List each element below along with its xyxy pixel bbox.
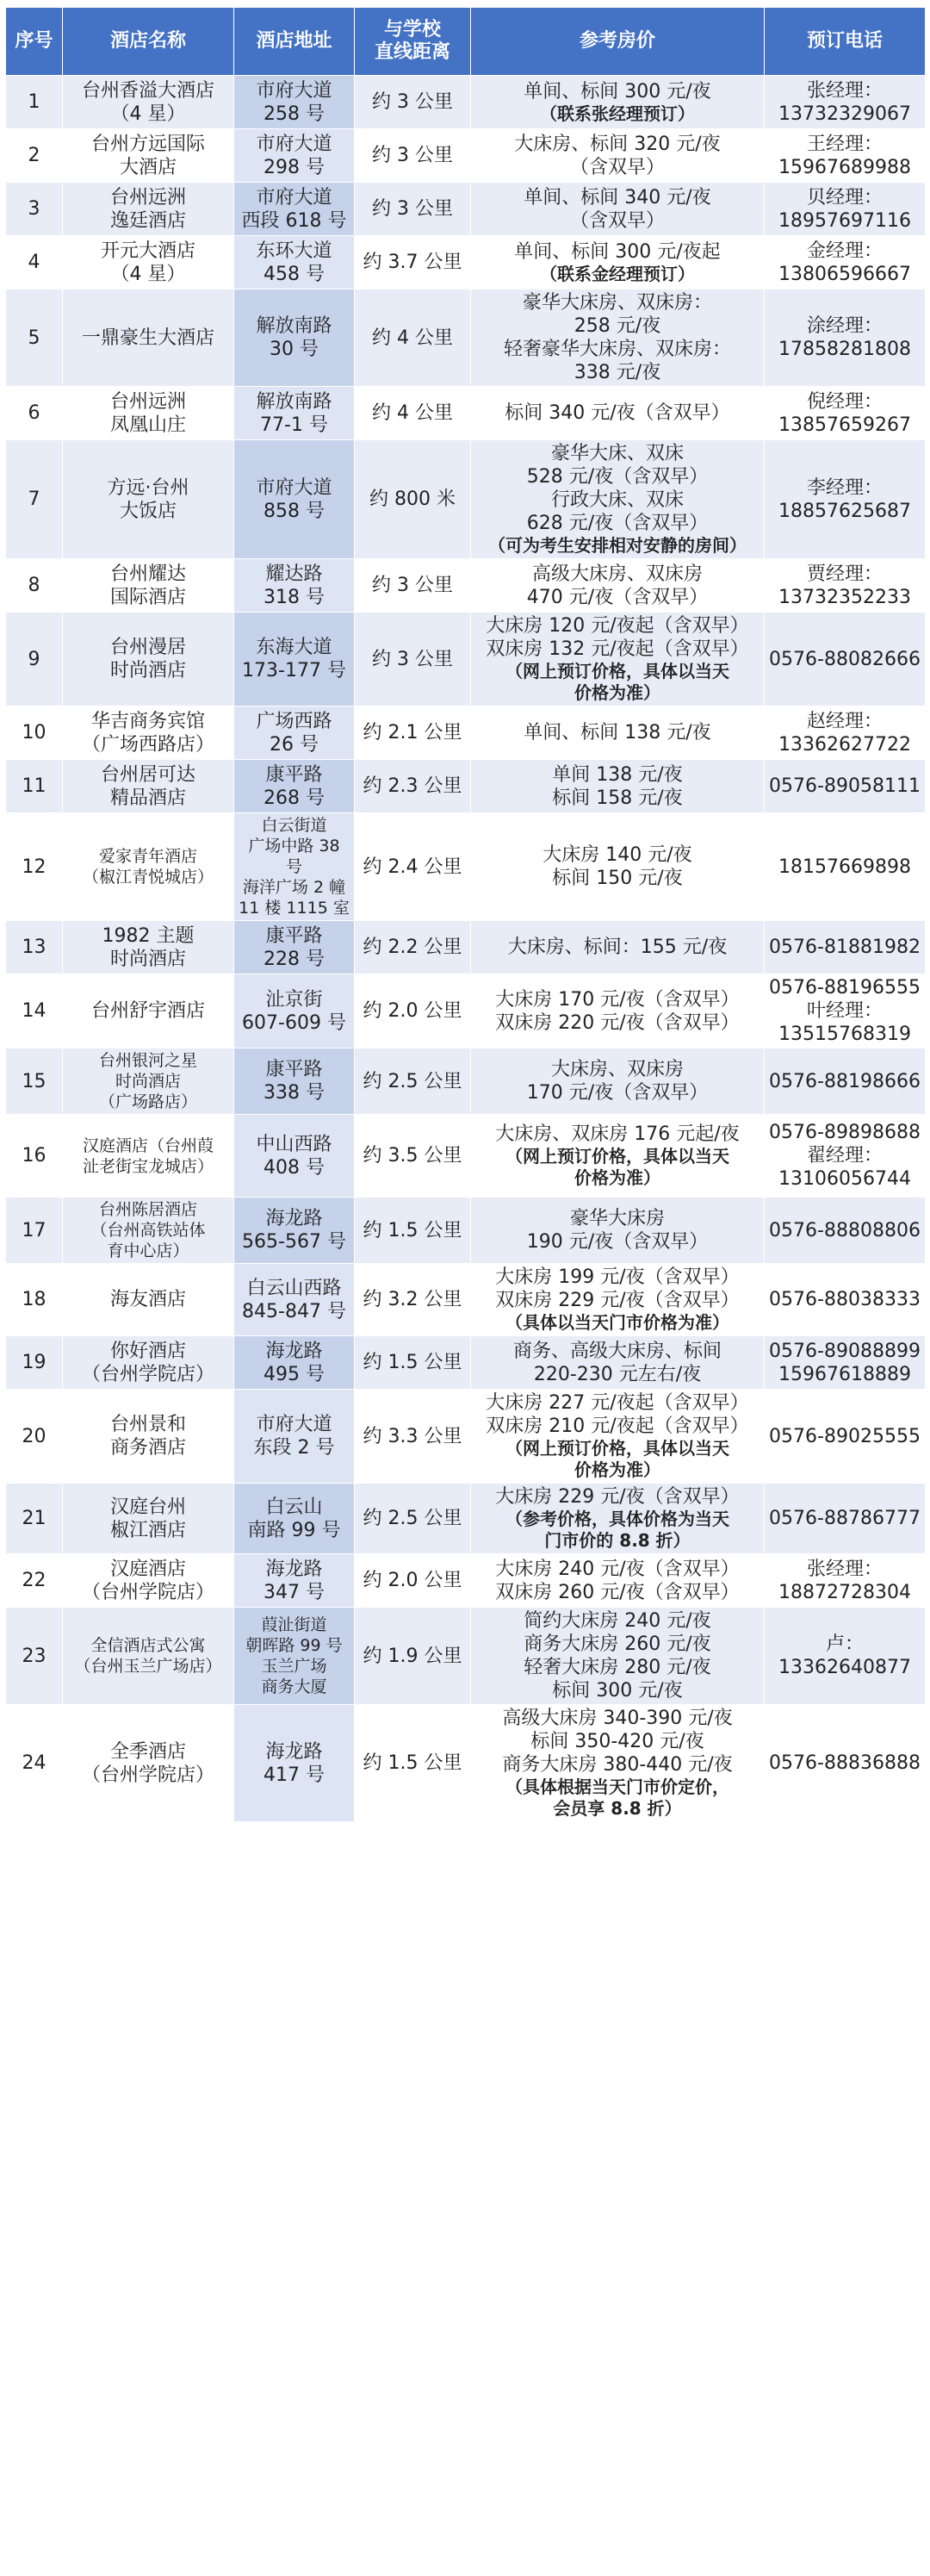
cell-address: 海龙路 495 号 <box>234 1336 355 1390</box>
cell-hotel-name: 台州居可达 精品酒店 <box>63 760 234 813</box>
price-text: 单间 138 元/夜 标间 158 元/夜 <box>552 763 683 809</box>
cell-distance: 约 3 公里 <box>355 76 471 129</box>
cell-number: 19 <box>6 1336 63 1390</box>
price-text: 大床房 199 元/夜（含双早） 双床房 229 元/夜（含双早） <box>495 1266 740 1311</box>
header-name: 酒店名称 <box>63 8 234 76</box>
table-row <box>6 974 926 1048</box>
cell-price <box>471 706 765 760</box>
cell-distance: 约 3.3 公里 <box>355 1390 471 1484</box>
cell-number: 10 <box>6 706 63 760</box>
cell-distance: 约 2.0 公里 <box>355 1554 471 1608</box>
cell-hotel-name: 海友酒店 <box>63 1264 234 1336</box>
cell-hotel-name: 汉庭酒店（台州葭 沚老街宝龙城店） <box>63 1115 234 1198</box>
table-row <box>6 1264 926 1336</box>
cell-price <box>471 289 765 387</box>
cell-number: 4 <box>6 236 63 289</box>
cell-phone: 倪经理： 13857659267 <box>765 387 926 440</box>
cell-price <box>471 921 765 974</box>
cell-address: 白云山西路 845-847 号 <box>234 1264 355 1336</box>
cell-number: 12 <box>6 813 63 921</box>
table-row <box>6 559 926 613</box>
price-text: 单间、标间 138 元/夜 <box>524 722 711 744</box>
price-text: 单间、标间 300 元/夜起 <box>514 240 721 263</box>
cell-price <box>471 440 765 559</box>
price-text: 简约大床房 240 元/夜 商务大床房 260 元/夜 轻奢大床房 280 元/夜 标间 300 元/夜 <box>524 1610 711 1702</box>
price-text: 豪华大床房 190 元/夜（含双早） <box>526 1208 709 1253</box>
price-text: 大床房 229 元/夜（含双早） <box>495 1486 740 1508</box>
cell-price <box>471 1198 765 1264</box>
price-note: （网上预订价格，具体以当天 价格为准） <box>505 661 729 703</box>
cell-distance: 约 1.5 公里 <box>355 1705 471 1822</box>
table-row <box>6 613 926 706</box>
table-row <box>6 1115 926 1198</box>
cell-hotel-name: 全信酒店式公寓 （台州玉兰广场店） <box>63 1608 234 1705</box>
header-address: 酒店地址 <box>234 8 355 76</box>
cell-price <box>471 974 765 1048</box>
cell-distance: 约 3 公里 <box>355 129 471 183</box>
cell-address: 解放南路 77-1 号 <box>234 387 355 440</box>
price-text: 大床房 240 元/夜（含双早） 双床房 260 元/夜（含双早） <box>495 1558 740 1603</box>
cell-hotel-name: 台州方远国际 大酒店 <box>63 129 234 183</box>
cell-hotel-name: 台州陈居酒店 （台州高铁站体 育中心店） <box>63 1198 234 1264</box>
table-row <box>6 1554 926 1608</box>
cell-hotel-name: 台州漫居 时尚酒店 <box>63 613 234 706</box>
cell-phone: 18157669898 <box>765 813 926 921</box>
cell-address: 解放南路 30 号 <box>234 289 355 387</box>
price-text: 豪华大床房、双床房： 258 元/夜 轻奢豪华大床房、双床房： 338 元/夜 <box>503 292 731 383</box>
table-row <box>6 1484 926 1554</box>
cell-distance: 约 2.0 公里 <box>355 974 471 1048</box>
cell-price <box>471 183 765 236</box>
cell-hotel-name: 1982 主题 时尚酒店 <box>63 921 234 974</box>
cell-distance: 约 3 公里 <box>355 183 471 236</box>
cell-number: 18 <box>6 1264 63 1336</box>
cell-phone: 0576-88836888 <box>765 1705 926 1822</box>
cell-address: 中山西路 408 号 <box>234 1115 355 1198</box>
price-note: （网上预订价格，具体以当天 价格为准） <box>505 1438 729 1480</box>
cell-phone: 0576-89025555 <box>765 1390 926 1484</box>
table-row <box>6 183 926 236</box>
price-text: 大床房 227 元/夜起（含双早） 双床房 210 元/夜起（含双早） <box>486 1392 749 1437</box>
price-note: （联系张经理预订） <box>540 103 695 124</box>
cell-hotel-name: 台州耀达 国际酒店 <box>63 559 234 613</box>
header-distance: 与学校 直线距离 <box>355 8 471 76</box>
cell-hotel-name: 台州远洲 逸廷酒店 <box>63 183 234 236</box>
cell-number: 6 <box>6 387 63 440</box>
cell-phone: 0576-88786777 <box>765 1484 926 1554</box>
cell-address: 耀达路 318 号 <box>234 559 355 613</box>
cell-number: 3 <box>6 183 63 236</box>
cell-number: 16 <box>6 1115 63 1198</box>
cell-price <box>471 1390 765 1484</box>
price-note: （参考价格，具体价格为当天 门市价的 8.8 折） <box>505 1509 729 1551</box>
cell-phone: 张经理： 18872728304 <box>765 1554 926 1608</box>
cell-hotel-name: 台州远洲 凤凰山庄 <box>63 387 234 440</box>
price-note: （具体根据当天门市价定价， 会员享 8.8 折） <box>505 1776 729 1819</box>
price-note: （网上预订价格，具体以当天 价格为准） <box>505 1146 729 1188</box>
cell-address: 白云山 南路 99 号 <box>234 1484 355 1554</box>
cell-phone: 张经理： 13732329067 <box>765 76 926 129</box>
cell-number: 8 <box>6 559 63 613</box>
cell-distance: 约 2.4 公里 <box>355 813 471 921</box>
cell-number: 24 <box>6 1705 63 1822</box>
cell-number: 17 <box>6 1198 63 1264</box>
cell-address: 广场西路 26 号 <box>234 706 355 760</box>
cell-number: 14 <box>6 974 63 1048</box>
header-phone: 预订电话 <box>765 8 926 76</box>
cell-phone: 0576-88196555 叶经理： 13515768319 <box>765 974 926 1048</box>
cell-phone: 卢： 13362640877 <box>765 1608 926 1705</box>
cell-distance: 约 800 米 <box>355 440 471 559</box>
cell-address: 市府大道 西段 618 号 <box>234 183 355 236</box>
table-row <box>6 76 926 129</box>
cell-address: 东环大道 458 号 <box>234 236 355 289</box>
table-row <box>6 760 926 813</box>
cell-address: 东海大道 173-177 号 <box>234 613 355 706</box>
cell-phone: 0576-88198666 <box>765 1048 926 1115</box>
table-row <box>6 1048 926 1115</box>
cell-hotel-name: 一鼎豪生大酒店 <box>63 289 234 387</box>
price-text: 高级大床房 340-390 元/夜 标间 350-420 元/夜 商务大床房 380-440 元/夜 <box>502 1708 733 1776</box>
price-text: 大床房、标间：155 元/夜 <box>507 936 728 958</box>
cell-hotel-name: 你好酒店 （台州学院店） <box>63 1336 234 1390</box>
cell-hotel-name: 方远·台州 大饭店 <box>63 440 234 559</box>
cell-number: 13 <box>6 921 63 974</box>
cell-phone: 0576-81881982 <box>765 921 926 974</box>
cell-number: 1 <box>6 76 63 129</box>
cell-distance: 约 1.5 公里 <box>355 1198 471 1264</box>
cell-phone: 0576-88038333 <box>765 1264 926 1336</box>
cell-address: 康平路 338 号 <box>234 1048 355 1115</box>
price-text: 大床房、双床房 176 元起/夜 <box>495 1123 740 1145</box>
header-no: 序号 <box>6 8 63 76</box>
cell-hotel-name: 开元大酒店 （4 星） <box>63 236 234 289</box>
cell-number: 23 <box>6 1608 63 1705</box>
price-text: 大床房 120 元/夜起（含双早） 双床房 132 元/夜起（含双早） <box>486 615 749 660</box>
cell-phone: 0576-89058111 <box>765 760 926 813</box>
cell-address: 市府大道 东段 2 号 <box>234 1390 355 1484</box>
cell-phone: 0576-88082666 <box>765 613 926 706</box>
cell-address: 葭沚街道 朝晖路 99 号 玉兰广场 商务大厦 <box>234 1608 355 1705</box>
cell-hotel-name: 台州景和 商务酒店 <box>63 1390 234 1484</box>
cell-price <box>471 813 765 921</box>
cell-address: 市府大道 858 号 <box>234 440 355 559</box>
price-note: （联系金经理预订） <box>540 263 695 284</box>
cell-hotel-name: 台州香溢大酒店 （4 星） <box>63 76 234 129</box>
cell-distance: 约 2.1 公里 <box>355 706 471 760</box>
price-text: 高级大床房、双床房 470 元/夜（含双早） <box>526 563 709 608</box>
cell-hotel-name: 台州银河之星 时尚酒店 （广场路店） <box>63 1048 234 1115</box>
cell-phone: 0576-88808806 <box>765 1198 926 1264</box>
cell-price <box>471 1115 765 1198</box>
cell-distance: 约 4 公里 <box>355 387 471 440</box>
price-note: （可为考生安排相对安静的房间） <box>488 535 747 556</box>
price-text: 单间、标间 300 元/夜 <box>524 80 711 103</box>
price-text: 大床房 170 元/夜（含双早） 双床房 220 元/夜（含双早） <box>495 988 740 1034</box>
cell-phone: 涂经理： 17858281808 <box>765 289 926 387</box>
price-text: 豪华大床、双床 528 元/夜（含双早） 行政大床、双床 628 元/夜（含双早） <box>526 443 709 534</box>
cell-hotel-name: 全季酒店 （台州学院店） <box>63 1705 234 1822</box>
table-row <box>6 289 926 387</box>
cell-phone: 李经理： 18857625687 <box>765 440 926 559</box>
table-row <box>6 813 926 921</box>
cell-price <box>471 76 765 129</box>
table-row <box>6 1705 926 1822</box>
cell-price <box>471 1048 765 1115</box>
cell-hotel-name: 华吉商务宾馆 （广场西路店） <box>63 706 234 760</box>
cell-phone: 0576-89088899 15967618889 <box>765 1336 926 1390</box>
cell-price <box>471 387 765 440</box>
cell-phone: 0576-89898688 翟经理： 13106056744 <box>765 1115 926 1198</box>
table-row <box>6 387 926 440</box>
table-row <box>6 921 926 974</box>
cell-distance: 约 3 公里 <box>355 559 471 613</box>
table-row <box>6 440 926 559</box>
cell-hotel-name: 汉庭台州 椒江酒店 <box>63 1484 234 1554</box>
cell-price <box>471 129 765 183</box>
cell-number: 5 <box>6 289 63 387</box>
cell-distance: 约 2.2 公里 <box>355 921 471 974</box>
cell-address: 海龙路 565-567 号 <box>234 1198 355 1264</box>
cell-address: 白云街道 广场中路 38 号 海洋广场 2 幢 11 楼 1115 室 <box>234 813 355 921</box>
table-header-row <box>6 8 926 76</box>
cell-phone: 金经理： 13806596667 <box>765 236 926 289</box>
cell-number: 9 <box>6 613 63 706</box>
cell-phone: 贾经理： 13732352233 <box>765 559 926 613</box>
cell-address: 市府大道 258 号 <box>234 76 355 129</box>
cell-phone: 贝经理： 18957697116 <box>765 183 926 236</box>
cell-distance: 约 2.3 公里 <box>355 760 471 813</box>
cell-address: 沚京街 607-609 号 <box>234 974 355 1048</box>
cell-number: 21 <box>6 1484 63 1554</box>
price-text: 大床房、双床房 170 元/夜（含双早） <box>526 1059 709 1104</box>
cell-price <box>471 1264 765 1336</box>
hotel-table <box>5 7 926 1822</box>
cell-price <box>471 1484 765 1554</box>
cell-distance: 约 3.7 公里 <box>355 236 471 289</box>
cell-price <box>471 1336 765 1390</box>
cell-phone: 赵经理： 13362627722 <box>765 706 926 760</box>
cell-distance: 约 2.5 公里 <box>355 1048 471 1115</box>
cell-price <box>471 613 765 706</box>
cell-distance: 约 1.9 公里 <box>355 1608 471 1705</box>
table-row <box>6 1336 926 1390</box>
cell-address: 海龙路 347 号 <box>234 1554 355 1608</box>
price-text: 大床房 140 元/夜 标间 150 元/夜 <box>542 844 692 889</box>
table-row <box>6 1390 926 1484</box>
cell-hotel-name: 台州舒宇酒店 <box>63 974 234 1048</box>
cell-number: 7 <box>6 440 63 559</box>
cell-hotel-name: 爱家青年酒店 （椒江青悦城店） <box>63 813 234 921</box>
cell-price <box>471 1705 765 1822</box>
cell-address: 海龙路 417 号 <box>234 1705 355 1822</box>
cell-distance: 约 4 公里 <box>355 289 471 387</box>
cell-price <box>471 559 765 613</box>
price-text: 标间 340 元/夜（含双早） <box>505 402 730 424</box>
cell-number: 20 <box>6 1390 63 1484</box>
price-text: 商务、高级大床房、标间 220-230 元左右/夜 <box>512 1340 722 1385</box>
cell-price <box>471 1554 765 1608</box>
cell-address: 康平路 228 号 <box>234 921 355 974</box>
cell-distance: 约 3 公里 <box>355 613 471 706</box>
price-text: 单间、标间 340 元/夜 （含双早） <box>524 186 711 232</box>
cell-price <box>471 1608 765 1705</box>
cell-number: 15 <box>6 1048 63 1115</box>
cell-address: 市府大道 298 号 <box>234 129 355 183</box>
table-body <box>6 76 926 1822</box>
table-row <box>6 706 926 760</box>
cell-price <box>471 760 765 813</box>
header-price: 参考房价 <box>471 8 765 76</box>
table-row <box>6 1198 926 1264</box>
table-row <box>6 129 926 183</box>
cell-distance: 约 2.5 公里 <box>355 1484 471 1554</box>
cell-price <box>471 236 765 289</box>
cell-phone: 王经理： 15967689988 <box>765 129 926 183</box>
cell-number: 11 <box>6 760 63 813</box>
cell-distance: 约 1.5 公里 <box>355 1336 471 1390</box>
cell-number: 2 <box>6 129 63 183</box>
cell-distance: 约 3.5 公里 <box>355 1115 471 1198</box>
cell-distance: 约 3.2 公里 <box>355 1264 471 1336</box>
price-text: 大床房、标间 320 元/夜 （含双早） <box>514 133 721 178</box>
price-note: （具体以当天门市价格为准） <box>505 1312 729 1333</box>
table-row <box>6 1608 926 1705</box>
cell-hotel-name: 汉庭酒店 （台州学院店） <box>63 1554 234 1608</box>
cell-address: 康平路 268 号 <box>234 760 355 813</box>
cell-number: 22 <box>6 1554 63 1608</box>
table-row <box>6 236 926 289</box>
